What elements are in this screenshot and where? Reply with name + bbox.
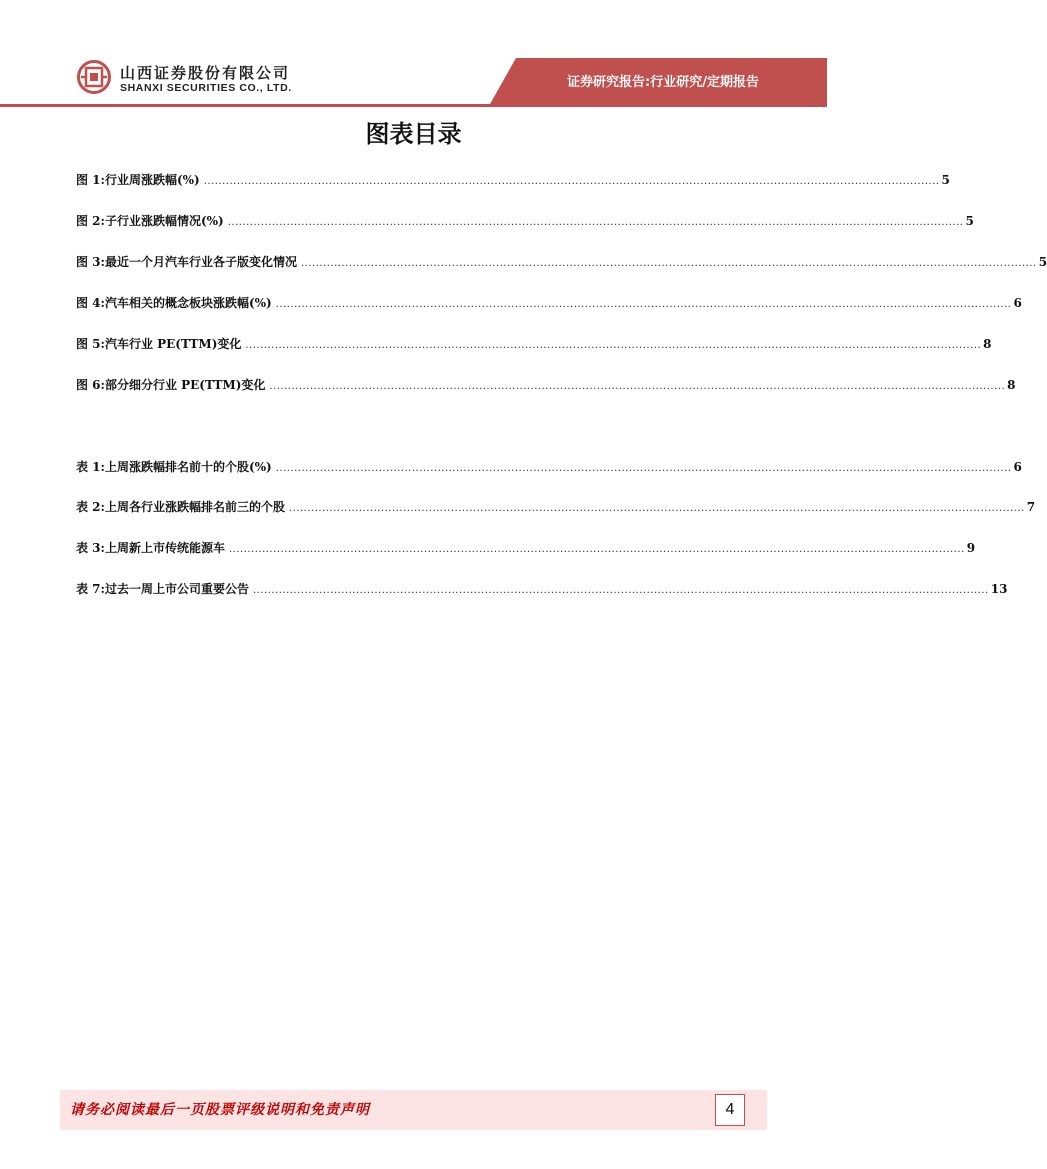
toc-entry-page: 5: [965, 214, 974, 228]
toc-leader-dots: ........................................................................................................................................................................................................: [269, 381, 1006, 392]
toc-entry-page: 5: [941, 173, 950, 187]
toc-entry-label: 图 1:行业周涨跌幅(%): [76, 173, 200, 187]
toc-entry-label: 图 3:最近一个月汽车行业各子版变化情况: [76, 255, 297, 269]
toc-entry-table-7[interactable]: [76, 580, 1008, 598]
toc-entry-label: 表 7:过去一周上市公司重要公告: [76, 582, 249, 596]
toc-entry-label: 表 1:上周涨跌幅排名前十的个股(%): [76, 460, 272, 474]
toc-leader-dots: ........................................................................................................................................................................................................: [203, 176, 940, 187]
toc-entry-label: 图 4:汽车相关的概念板块涨跌幅(%): [76, 296, 272, 310]
toc-leader-dots: ........................................................................................................................................................................................................: [228, 544, 965, 555]
page-title: 图表目录: [365, 120, 462, 148]
toc-entry-label: 图 6:部分细分行业 PE(TTM)变化: [76, 378, 266, 392]
toc-entry-figure-4[interactable]: [76, 294, 1022, 312]
company-name-cn: 山西证券股份有限公司: [120, 64, 291, 82]
toc-leader-dots: ........................................................................................................................................................................................................: [227, 217, 964, 228]
toc-entry-figure-2[interactable]: [76, 212, 974, 230]
toc-leader-dots: ........................................................................................................................................................................................................: [300, 258, 1037, 269]
toc-leader-dots: ........................................................................................................................................................................................................: [252, 585, 989, 596]
toc-entry-page: 8: [1007, 378, 1016, 392]
toc-leader-dots: ........................................................................................................................................................................................................: [275, 299, 1012, 310]
toc-entry-page: 5: [1038, 255, 1047, 269]
toc-entry-page: 8: [983, 337, 992, 351]
toc-entry-label: 表 2:上周各行业涨跌幅排名前三的个股: [76, 500, 285, 514]
toc-entry-figure-1[interactable]: [76, 171, 950, 189]
toc-entry-label: 表 3:上周新上市传统能源车: [76, 541, 225, 555]
toc-entry-page: 6: [1013, 460, 1022, 474]
toc-entry-page: 9: [966, 541, 976, 555]
page-number: 4: [715, 1094, 745, 1126]
page-footer: [60, 1090, 767, 1130]
toc-entry-figure-6[interactable]: [76, 376, 1016, 394]
page-header: [0, 0, 827, 110]
disclaimer-notice: 请务必阅读最后一页股票评级说明和免责声明: [70, 1102, 370, 1118]
toc-leader-dots: ........................................................................................................................................................................................................: [245, 340, 982, 351]
toc-entry-label: 图 2:子行业涨跌幅情况(%): [76, 214, 224, 228]
toc-entry-figure-3[interactable]: [76, 253, 1047, 271]
toc-leader-dots: ........................................................................................................................................................................................................: [275, 463, 1012, 474]
toc-entry-label: 图 5:汽车行业 PE(TTM)变化: [76, 337, 242, 351]
toc-entry-figure-5[interactable]: [76, 335, 992, 353]
toc-entry-table-2[interactable]: [76, 498, 1036, 516]
toc-entry-table-1[interactable]: [76, 458, 1022, 476]
toc-entry-page: 6: [1013, 296, 1022, 310]
toc-entry-table-3[interactable]: [76, 539, 976, 557]
report-type-label: 证券研究报告:行业研究/定期报告: [567, 75, 759, 90]
toc-entry-page: 7: [1026, 500, 1036, 514]
toc-entry-page: 13: [990, 582, 1008, 596]
company-name-en: SHANXI SECURITIES CO., LTD.: [120, 82, 292, 94]
header-divider: [0, 104, 827, 107]
toc-leader-dots: ........................................................................................................................................................................................................: [288, 503, 1025, 514]
